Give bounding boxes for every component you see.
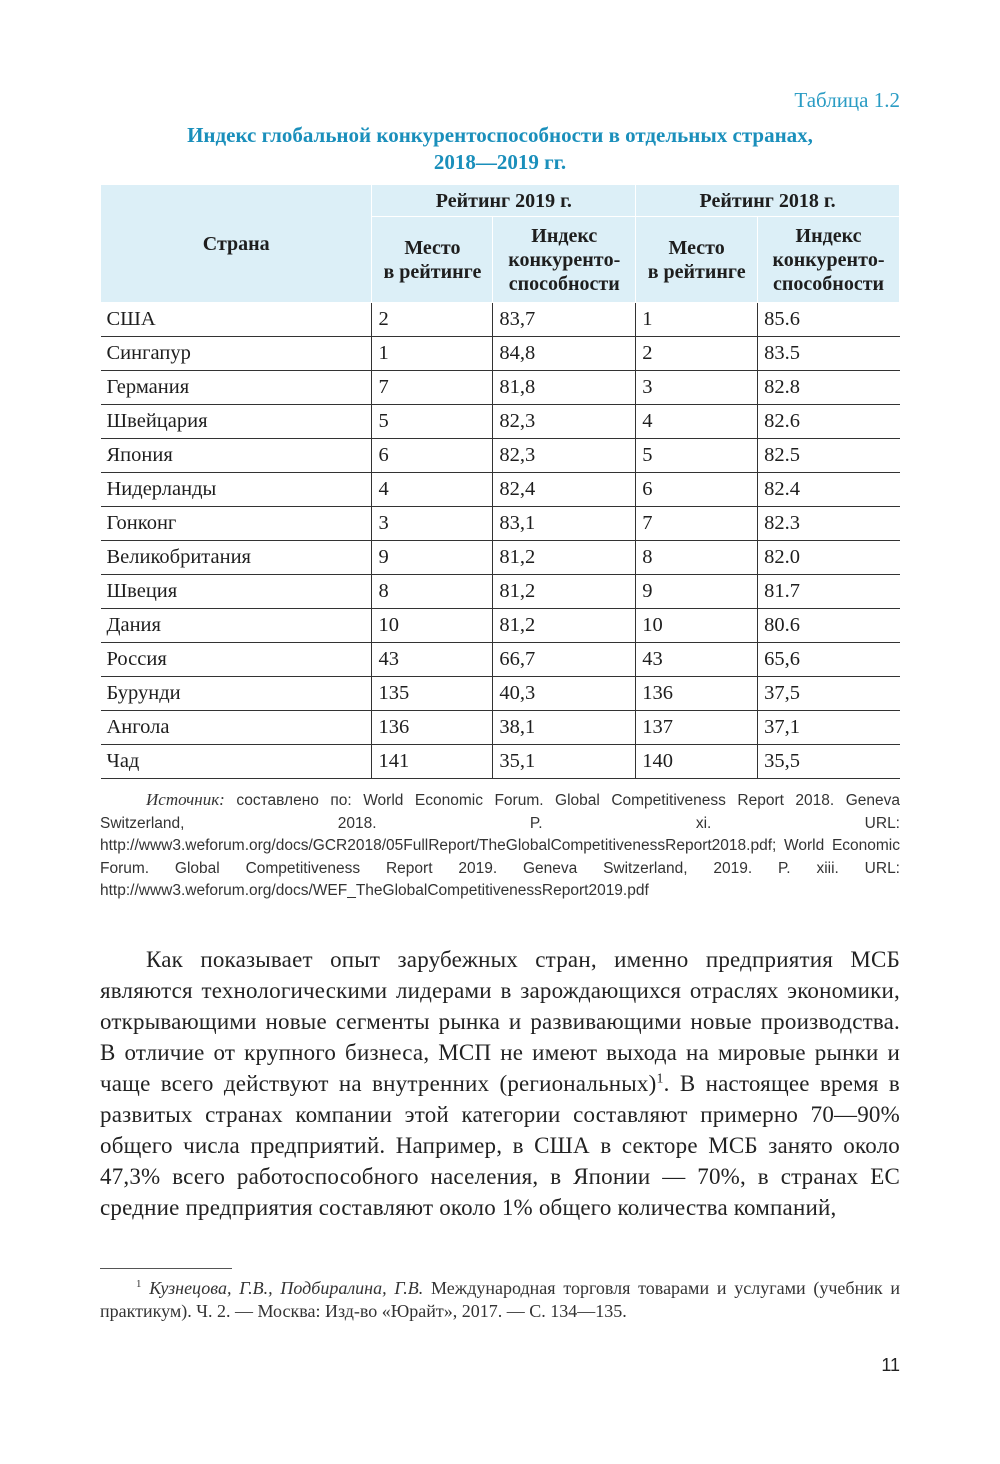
footnote-reference[interactable]: 1	[656, 1070, 664, 1086]
table-title-line1: Индекс глобальной конкурентоспособности в отдельных странах,	[187, 123, 813, 147]
header-index-2019: Индекс конкурентo- способности	[493, 217, 636, 303]
table-row: Россия 43 66,7 43 65,6	[101, 643, 900, 677]
header-place-2019: Место в рейтинге	[372, 217, 493, 303]
table-row: Швейцария 5 82,3 4 82.6	[101, 405, 900, 439]
table-row: Ангола 136 38,1 137 37,1	[101, 711, 900, 745]
table-row: Нидерланды 4 82,4 6 82.4	[101, 473, 900, 507]
header-place-2018: Место в рейтинге	[636, 217, 758, 303]
table-source-note	[100, 789, 900, 903]
page-number: 11	[881, 1355, 900, 1375]
table-row: Бурунди 135 40,3 136 37,5	[101, 677, 900, 711]
table-row: Япония 6 82,3 5 82.5	[101, 439, 900, 473]
table-row: США 2 83,7 1 85.6	[101, 303, 900, 337]
table-row: Гонконг 3 83,1 7 82.3	[101, 507, 900, 541]
footnote-divider	[100, 1268, 232, 1269]
source-label: Источник:	[146, 790, 225, 809]
body-paragraph: Как показывает опыт зарубежных стран, именно предприятия МСБ являются технологическими лидерами в зарождающихся отраслях экономики, открывающими новые сегменты рынка и развивающими новые производства. В отличие от крупного бизнеса, МСП не имеют выхода на мировые рынки и чаще всего действуют на внутренних (региональных)$^1$. В настоящее время в развитых странах компании этой категории составляют примерно 70—90% общего числа предприятий. Например, в США в секторе МСБ занято около 47,3% всего работоспособного населения, в Японии — 70%, в странах ЕС средние предприятия составляют около 1% общего количества компаний,	[100, 947, 900, 1220]
footnote	[100, 1277, 900, 1323]
source-text: составлено по: World Economic Forum. Global Competitiveness Report 2018. Geneva Switzerland, 2018. P. xi. URL: http://www3.weforum.org/docs/GCR2018/05FullReport/TheGlobalCompetitivenessReport2018.pdf; World Economic Forum. Global Competitiveness Report 2019. Geneva Switzerland, 2019. P. xiii. URL: http://www3.weforum.org/docs/WEF_TheGlobalCompetitivenessReport2019.pdf	[100, 792, 900, 899]
table-row: Швеция 8 81,2 9 81.7	[101, 575, 900, 609]
footnote-number: 1	[136, 1278, 142, 1290]
table-row: Сингапур 1 84,8 2 83.5	[101, 337, 900, 371]
footnote-text: Международная торговля товарами и услугами (учебник и практикум). Ч. 2. — Москва: Изд-во «Юрайт», 2017. — С. 134—135.	[100, 1278, 900, 1321]
table-title-line2: 2018—2019 гг.	[433, 150, 567, 174]
header-country: Страна	[101, 185, 372, 303]
table-row: Дания 10 81,2 10 80.6	[101, 609, 900, 643]
table-row: Германия 7 81,8 3 82.8	[101, 371, 900, 405]
competitiveness-table	[100, 184, 900, 779]
table-title	[100, 122, 900, 176]
header-index-2018: Индекс конкурентo- способности	[758, 217, 900, 303]
table-label: Таблица 1.2	[794, 88, 900, 112]
footnote-authors: Кузнецова, Г.В., Подбиралина, Г.В.	[149, 1278, 424, 1298]
header-rating-2018: Рейтинг 2018 г.	[636, 185, 900, 217]
table-row: Великобритания 9 81,2 8 82.0	[101, 541, 900, 575]
header-rating-2019: Рейтинг 2019 г.	[372, 185, 636, 217]
table-row: Чад 141 35,1 140 35,5	[101, 745, 900, 779]
